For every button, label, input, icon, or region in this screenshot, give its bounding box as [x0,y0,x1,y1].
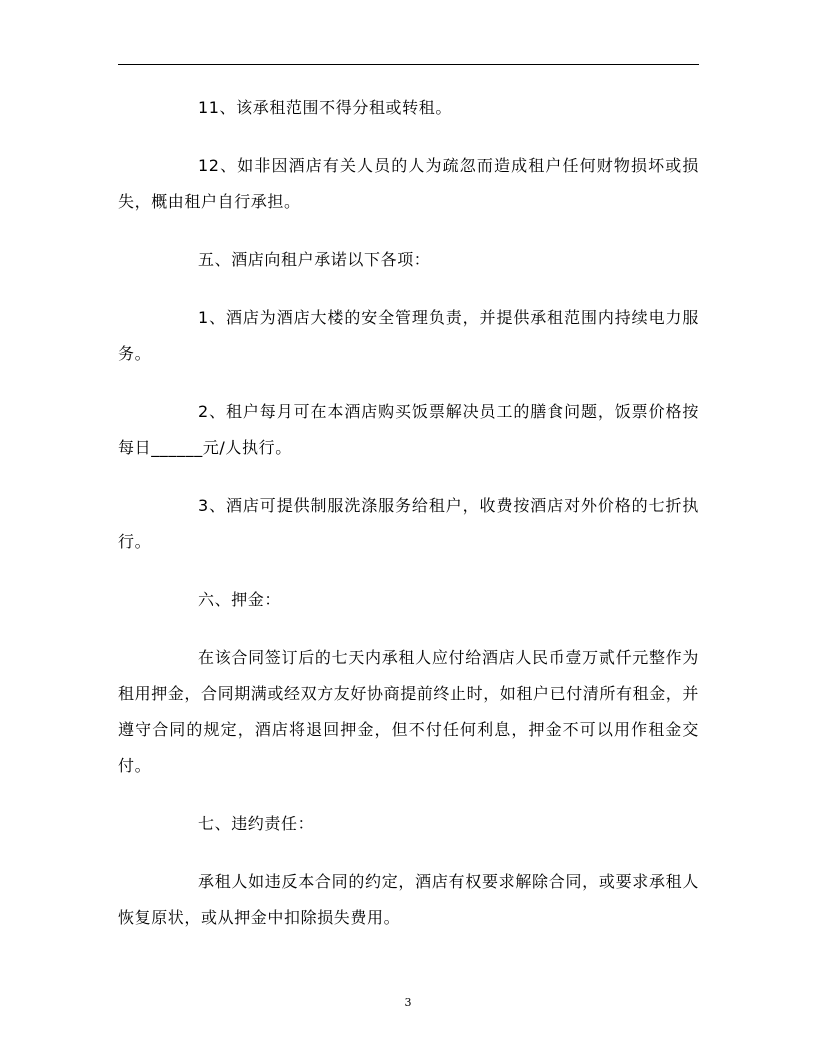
header-rule [118,64,699,65]
paragraph-deposit: 在该合同签订后的七天内承租人应付给酒店人民币壹万贰仟元整作为租用押金，合同期满或经双方友好协商提前终止时，如租户已付清所有租金，并遵守合同的规定，酒店将退回押金，但不付任何利息，押金不可以用作租金交付。 [118,648,700,775]
paragraph-commitment-1: 1、酒店为酒店大楼的安全管理负责，并提供承租范围内持续电力服务。 [118,308,699,363]
paragraph-commitment-2: 2、租户每月可在本酒店购买饭票解决员工的膳食问题，饭票价格按每日______元/人执行。 [118,402,699,457]
paragraph-liability: 承租人如违反本合同的约定，酒店有权要求解除合同，或要求承租人恢复原状，或从押金中扣除损失费用。 [118,872,699,927]
section-heading-liability: 七、违约责任： [198,814,315,833]
document-body [118,90,699,958]
paragraph-clause-11: 11、该承租范围不得分租或转租。 [198,98,452,117]
section-heading-hotel-commitments: 五、酒店向租户承诺以下各项： [198,250,431,269]
page-number: 3 [404,996,412,1009]
section-heading-deposit: 六、押金： [198,590,282,609]
paragraph-clause-12: 12、如非因酒店有关人员的人为疏忽而造成租户任何财物损坏或损失，概由租户自行承担。 [118,156,699,211]
paragraph-commitment-3: 3、酒店可提供制服洗涤服务给租户，收费按酒店对外价格的七折执行。 [118,496,699,551]
